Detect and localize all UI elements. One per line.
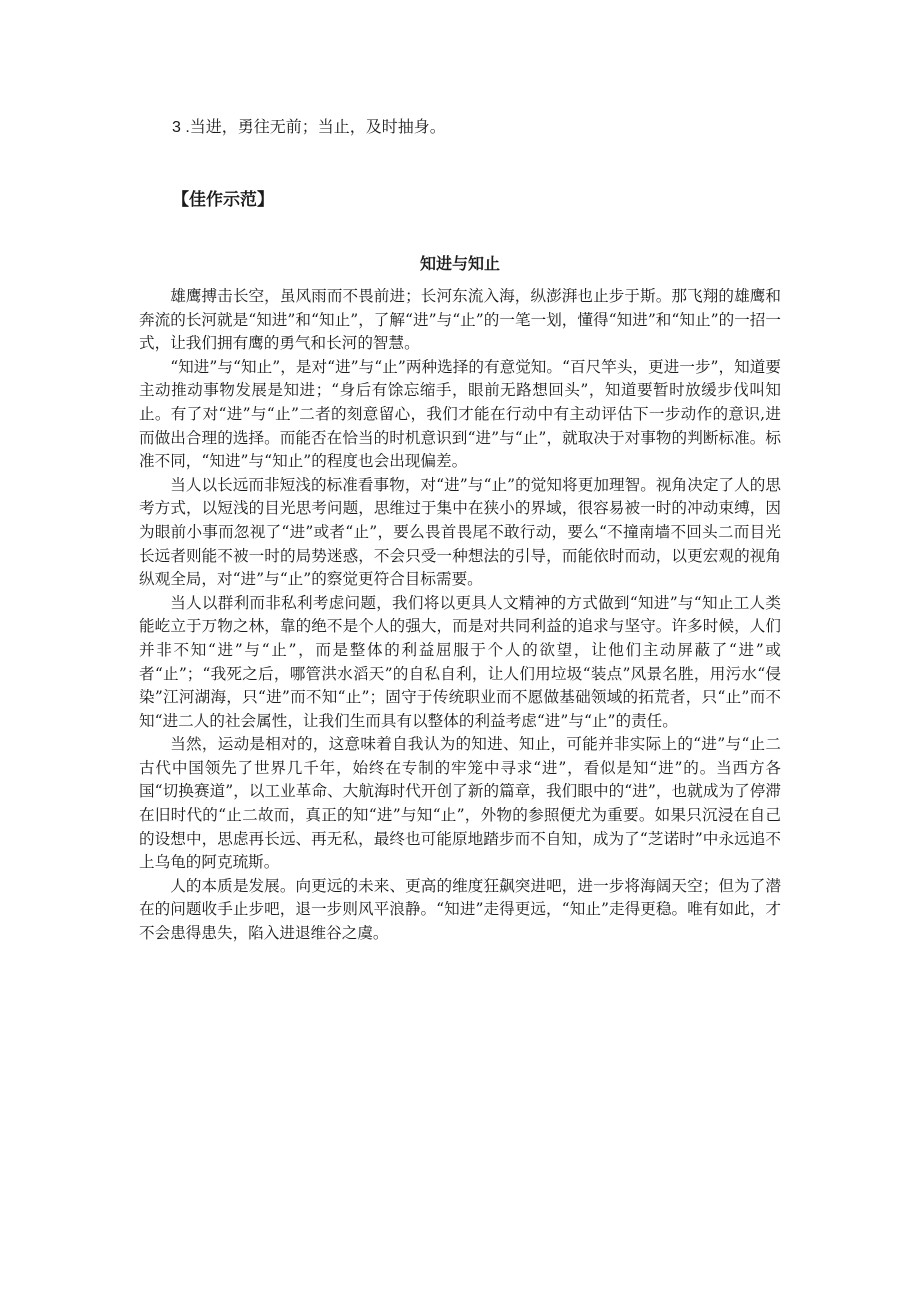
essay-paragraph: 当人以群利而非私利考虑问题，我们将以更具人文精神的方式做到“知进”与“知止工人类能屹立于万物之林，靠的绝不是个人的强大，而是对共同利益的追求与坚守。许多时候，人们并非不知“进”与“止”，而是整体的利益屈服于个人的欲望，让他们主动屏蔽了“进”或者“止”；“我死之后，哪管洪水滔天”的自私自利，让人们用垃圾“装点”风景名胜，用污水“侵染”江河湖海，只“进”而不知“止”；固守于传统职业而不愿做基础领域的拓荒者，只“止”而不知“进二人的社会属性，让我们生而具有以整体的利益考虑“进”与“止”的责任。	[139, 593, 781, 730]
section-heading: 【佳作示范】	[172, 190, 274, 210]
essay-paragraph: “知进”与“知止”，是对“进”与“止”两种选择的有意觉知。“百尺竿头，更进一步”，知道要主动推动事物发展是知进；“身后有馀忘缩手，眼前无路想回头”，知道要暂时放缓步伐叫知止。有了对“进”与“止”二者的刻意留心，我们才能在行动中有主动评估下一步动作的意识,进而做出合理的选择。而能否在恰当的时机意识到“进”与“止”，就取决于对事物的判断标准。标准不同，“知进”与“知止”的程度也会出现偏差。	[139, 357, 781, 471]
essay-body	[139, 285, 781, 946]
essay-title: 知进与知止	[419, 254, 500, 273]
essay-paragraph: 当人以长远而非短浅的标准看事物，对“进”与“止”的觉知将更加理智。视角决定了人的思考方式，以短浅的目光思考问题，思维过于集中在狭小的界域，很容易被一时的冲动束缚，因为眼前小事而忽视了“进”或者“止”，要么畏首畏尾不敢行动，要么“不撞南墙不回头二而目光长远者则能不被一时的局势迷惑，不会只受一种想法的引导，而能依时而动，以更宏观的视角纵观全局，对“进”与“止”的察觉更符合目标需要。	[139, 475, 781, 589]
essay-paragraph: 当然，运动是相对的，这意味着自我认为的知进、知止，可能并非实际上的“进”与“止二古代中国领先了世界几千年，始终在专制的牢笼中寻求“进”，看似是知“进”的。当西方各国“切换赛道”，以工业革命、大航海时代开创了新的篇章，我们眼中的“进”，也就成为了停滞在旧时代的“止二故而，真正的知“进”与知“止”，外物的参照便尤为重要。如果只沉浸在自己的设想中，思虑再长远、再无私，最终也可能原地踏步而不自知，成为了“芝诺时”中永远追不上乌龟的阿克琉斯。	[139, 735, 781, 872]
essay-paragraph: 雄鹰搏击长空，虽风雨而不畏前进；长河东流入海，纵澎湃也止步于斯。那飞翔的雄鹰和奔流的长河就是“知进”和“知止”，了解“进”与“止”的一笔一划，懂得“知进”和“知止”的一招一式，让我们拥有鹰的勇气和长河的智慧。	[139, 287, 781, 353]
essay-paragraph: 人的本质是发展。向更远的未来、更高的维度狂飙突进吧，进一步将海阔天空；但为了潜在的问题收手止步吧，退一步则风平浪静。“知进”走得更远，“知止”走得更稳。唯有如此，才不会患得患失，陷入进退维谷之虞。	[139, 876, 781, 943]
key-point-3: 3 .当进，勇往无前；当止，及时抽身。	[172, 119, 446, 136]
